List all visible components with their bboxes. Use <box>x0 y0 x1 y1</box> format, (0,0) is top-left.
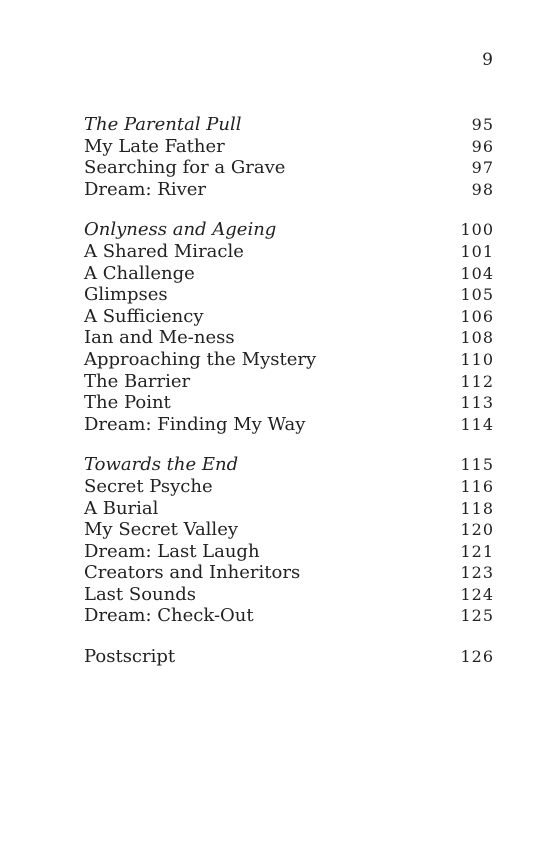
toc-entry-page: 123 <box>460 563 494 583</box>
section-heading-title: Onlyness and Ageing <box>84 219 277 241</box>
toc-entry-title: Dream: River <box>84 178 207 200</box>
toc-entry-page: 101 <box>460 241 494 261</box>
toc-entry <box>84 562 494 584</box>
toc-entry-title: Ian and Me-ness <box>84 327 235 349</box>
section-heading-page: 95 <box>471 115 494 134</box>
toc-entry-page: 106 <box>460 306 494 326</box>
toc-entry-title: A Sufficiency <box>84 305 204 327</box>
toc-entry-page: 121 <box>460 541 494 561</box>
toc-entry-title: A Challenge <box>84 262 195 284</box>
section-heading-page: 100 <box>460 220 494 240</box>
toc-entry <box>84 306 494 328</box>
toc-entry-title: My Secret Valley <box>84 519 239 541</box>
toc-entry-title: The Barrier <box>84 370 191 392</box>
section-heading-page: 115 <box>460 455 494 475</box>
toc-entry-title: The Point <box>84 392 171 414</box>
toc-entry <box>84 136 494 158</box>
toc-entry <box>84 392 494 414</box>
toc-entry <box>84 241 494 263</box>
toc-entry <box>84 284 494 306</box>
toc-entry-title: Last Sounds <box>84 583 196 605</box>
toc-entry-page: 112 <box>460 371 494 391</box>
page-number: 9 <box>482 50 493 70</box>
toc-entry-page: 116 <box>460 476 494 496</box>
section-heading <box>84 454 494 476</box>
toc-entry-page: 105 <box>460 285 494 305</box>
toc-entry <box>84 605 494 627</box>
toc-section <box>84 114 494 200</box>
toc-section <box>84 646 494 668</box>
toc-entry-title: Dream: Finding My Way <box>84 413 306 435</box>
toc-entry-title: Dream: Check-Out <box>84 605 254 627</box>
toc-entry-page: 104 <box>460 263 494 283</box>
toc-entry-title: Glimpses <box>84 284 168 306</box>
toc-section <box>84 219 494 435</box>
toc-entry-page: 96 <box>471 136 494 156</box>
toc-entry <box>84 646 494 668</box>
section-heading-title: The Parental Pull <box>84 114 242 135</box>
toc-entry-page: 114 <box>460 414 494 434</box>
toc-entry-title: Postscript <box>84 646 176 668</box>
toc-entry-page: 120 <box>460 520 494 540</box>
toc-entry <box>84 157 494 179</box>
toc-entry-title: Approaching the Mystery <box>84 348 317 370</box>
toc-entry <box>84 349 494 371</box>
toc-entry-title: Dream: Last Laugh <box>84 540 260 562</box>
section-heading <box>84 219 494 241</box>
toc-entry-title: Secret Psyche <box>84 475 213 497</box>
toc-entry <box>84 498 494 520</box>
toc-entry <box>84 327 494 349</box>
section-heading <box>84 114 494 136</box>
toc-entry-title: A Burial <box>84 497 159 519</box>
toc-entry-page: 125 <box>460 606 494 626</box>
section-heading-title: Towards the End <box>84 454 239 476</box>
toc-entry <box>84 179 494 201</box>
toc-entry <box>84 541 494 563</box>
toc-entry <box>84 263 494 285</box>
toc-entry-page: 113 <box>460 393 494 413</box>
toc-entry-title: Creators and Inheritors <box>84 562 301 584</box>
toc-entry-title: My Late Father <box>84 135 225 157</box>
toc-section <box>84 454 494 627</box>
toc-entry <box>84 414 494 436</box>
toc-entry-page: 110 <box>460 349 494 369</box>
toc-entry <box>84 371 494 393</box>
table-of-contents <box>84 114 494 687</box>
toc-entry-page: 108 <box>460 328 494 348</box>
toc-entry <box>84 476 494 498</box>
toc-entry-page: 124 <box>460 584 494 604</box>
toc-entry-page: 97 <box>471 158 494 178</box>
toc-entry-page: 118 <box>460 498 494 518</box>
toc-entry <box>84 519 494 541</box>
toc-entry-page: 126 <box>460 647 494 667</box>
toc-entry <box>84 584 494 606</box>
toc-entry-title: Searching for a Grave <box>84 157 286 179</box>
toc-entry-page: 98 <box>471 179 494 199</box>
toc-entry-title: A Shared Miracle <box>84 240 244 262</box>
